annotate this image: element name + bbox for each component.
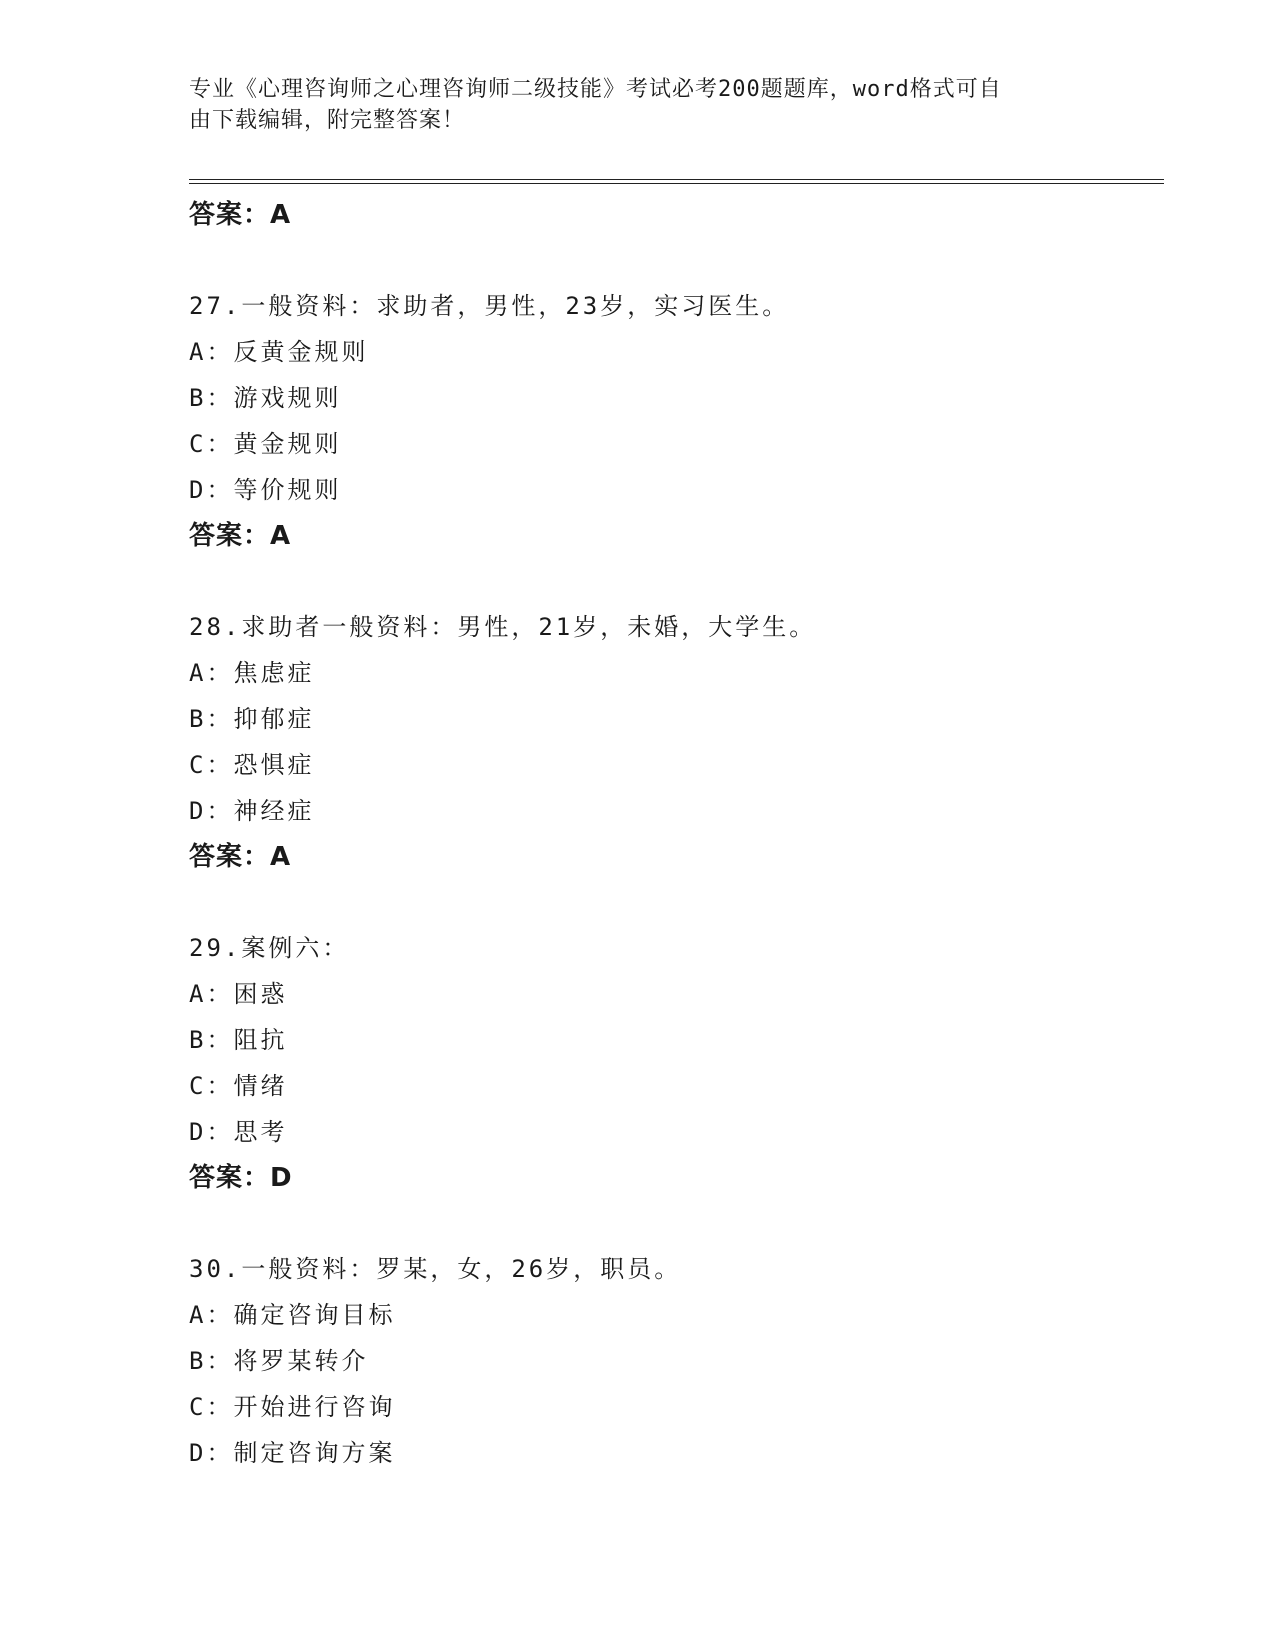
document-header bbox=[189, 74, 1069, 136]
option-b: B：抑郁症 bbox=[189, 705, 315, 733]
option-b: B：阻抗 bbox=[189, 1026, 288, 1054]
question-answer: 答案：D bbox=[189, 1163, 293, 1193]
question-28 bbox=[189, 604, 1149, 880]
header-divider-bottom bbox=[189, 183, 1164, 184]
previous-answer: 答案：A bbox=[189, 200, 292, 230]
option-d: D：等价规则 bbox=[189, 476, 342, 504]
option-b: B：游戏规则 bbox=[189, 384, 342, 412]
question-27 bbox=[189, 283, 1149, 559]
question-30 bbox=[189, 1246, 1149, 1476]
question-list bbox=[189, 192, 1149, 1476]
option-c: C：黄金规则 bbox=[189, 430, 342, 458]
option-a: A：困惑 bbox=[189, 980, 288, 1008]
header-line-2: 由下载编辑，附完整答案！ bbox=[189, 108, 466, 133]
option-a: A：确定咨询目标 bbox=[189, 1301, 396, 1329]
header-line-1: 专业《心理咨询师之心理咨询师二级技能》考试必考200题题库，word格式可自 bbox=[189, 77, 1002, 102]
question-stem: 28.求助者一般资料：男性，21岁，未婚，大学生。 bbox=[189, 613, 817, 641]
question-stem: 30.一般资料：罗某，女，26岁，职员。 bbox=[189, 1255, 682, 1283]
option-c: C：恐惧症 bbox=[189, 751, 315, 779]
header-divider-top bbox=[189, 179, 1164, 180]
question-answer: 答案：A bbox=[189, 521, 292, 551]
option-a: A：反黄金规则 bbox=[189, 338, 369, 366]
option-c: C：情绪 bbox=[189, 1072, 288, 1100]
option-d: D：神经症 bbox=[189, 797, 315, 825]
option-d: D：制定咨询方案 bbox=[189, 1439, 396, 1467]
question-stem: 29.案例六： bbox=[189, 934, 350, 962]
option-d: D：思考 bbox=[189, 1118, 288, 1146]
question-answer: 答案：A bbox=[189, 842, 292, 872]
option-a: A：焦虑症 bbox=[189, 659, 315, 687]
option-b: B：将罗某转介 bbox=[189, 1347, 369, 1375]
option-c: C：开始进行咨询 bbox=[189, 1393, 396, 1421]
question-stem: 27.一般资料：求助者，男性，23岁，实习医生。 bbox=[189, 292, 790, 320]
question-29 bbox=[189, 925, 1149, 1201]
